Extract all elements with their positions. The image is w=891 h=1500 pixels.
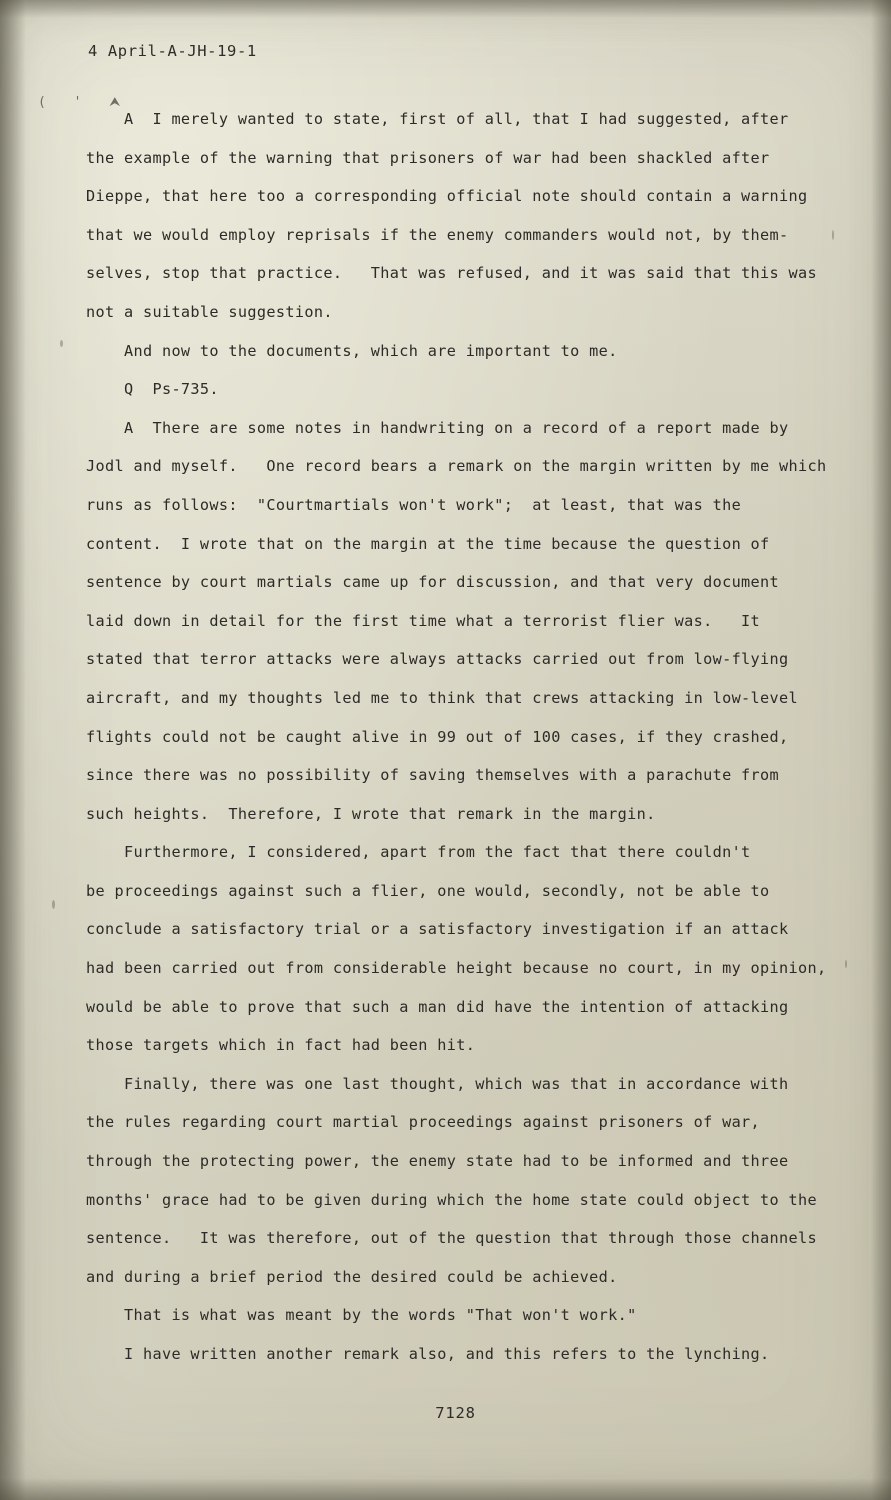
paper-speck: [52, 900, 55, 909]
paragraph-answer-3: [86, 409, 826, 834]
text-line: flights could not be caught alive in 99 out of 100 cases, if they crashed,: [86, 727, 789, 746]
text-line: Jodl and myself. One record bears a remark on the margin written by me which: [86, 457, 827, 476]
text-line: laid down in detail for the first time what a terrorist flier was. It: [86, 611, 761, 630]
text-line: months' grace had to be given during which the home state could object to the: [86, 1190, 818, 1209]
paper-speck: [845, 960, 847, 968]
text-line: A I merely wanted to state, first of all, that I had suggested, after: [86, 110, 789, 128]
text-line: not a suitable suggestion.: [86, 302, 333, 321]
text-line: that we would employ reprisals if the enemy commanders would not, by them-: [86, 225, 789, 244]
text-line: such heights. Therefore, I wrote that remark in the margin.: [86, 804, 656, 823]
text-line: and during a brief period the desired could be achieved.: [86, 1267, 618, 1286]
text-line: those targets which in fact had been hit.: [86, 1036, 476, 1055]
text-line: conclude a satisfactory trial or a satisfactory investigation if an attack: [86, 920, 789, 939]
text-line: Q Ps-735.: [86, 380, 219, 399]
text-line: sentence by court martials came up for discussion, and that very document: [86, 573, 780, 592]
page-header-id: 4 April-A-JH-19-1: [88, 42, 257, 60]
text-line: Furthermore, I considered, apart from the fact that there couldn't: [86, 843, 751, 862]
paragraph-answer-4: [86, 833, 826, 1065]
paper-speck: [60, 340, 63, 347]
text-line: content. I wrote that on the margin at the time because the question of: [86, 534, 770, 553]
page-number: 7128: [435, 1404, 476, 1422]
paragraph-answer-5: [86, 1065, 826, 1297]
page-edge-shadow-top: [0, 0, 891, 18]
paragraph-answer-6: [86, 1296, 826, 1335]
text-line: Finally, there was one last thought, which was that in accordance with: [86, 1074, 789, 1093]
text-line: And now to the documents, which are important to me.: [86, 341, 618, 360]
transcript-body: [86, 100, 826, 1374]
text-line: runs as follows: "Courtmartials won't work"; at least, that was the: [86, 495, 742, 514]
text-line: A There are some notes in handwriting on a record of a report made by: [86, 418, 789, 437]
text-line: would be able to prove that such a man did have the intention of attacking: [86, 997, 789, 1016]
text-line: selves, stop that practice. That was refused, and it was said that this was: [86, 264, 818, 283]
text-line: through the protecting power, the enemy state had to be informed and three: [86, 1152, 789, 1171]
paragraph-answer-2: [86, 332, 826, 371]
paragraph-question-1: [86, 370, 826, 409]
text-line: I have written another remark also, and this refers to the lynching.: [86, 1345, 770, 1363]
text-line: sentence. It was therefore, out of the question that through those channels: [86, 1229, 818, 1248]
text-line: aircraft, and my thoughts led me to think that crews attacking in low-level: [86, 688, 799, 707]
text-line: the rules regarding court martial proceedings against prisoners of war,: [86, 1113, 761, 1132]
text-line: stated that terror attacks were always attacks carried out from low-flying: [86, 650, 789, 669]
page-edge-shadow-bottom: [0, 1478, 891, 1500]
text-line: That is what was meant by the words "That won't work.": [86, 1306, 637, 1325]
text-line: had been carried out from considerable height because no court, in my opinion,: [86, 959, 827, 978]
text-line: the example of the warning that prisoners of war had been shackled after: [86, 148, 770, 167]
page-edge-shadow-right: [871, 0, 891, 1500]
text-line: be proceedings against such a flier, one would, secondly, not be able to: [86, 881, 770, 900]
text-line: since there was no possibility of saving themselves with a parachute from: [86, 766, 780, 785]
paragraph-answer-1: [86, 100, 826, 332]
paper-speck: [832, 230, 834, 240]
paragraph-answer-7: [86, 1335, 826, 1374]
stray-pen-marks: ( ' ⮝: [38, 95, 131, 110]
text-line: Dieppe, that here too a corresponding official note should contain a warning: [86, 187, 808, 206]
page-edge-shadow-left: [0, 0, 26, 1500]
